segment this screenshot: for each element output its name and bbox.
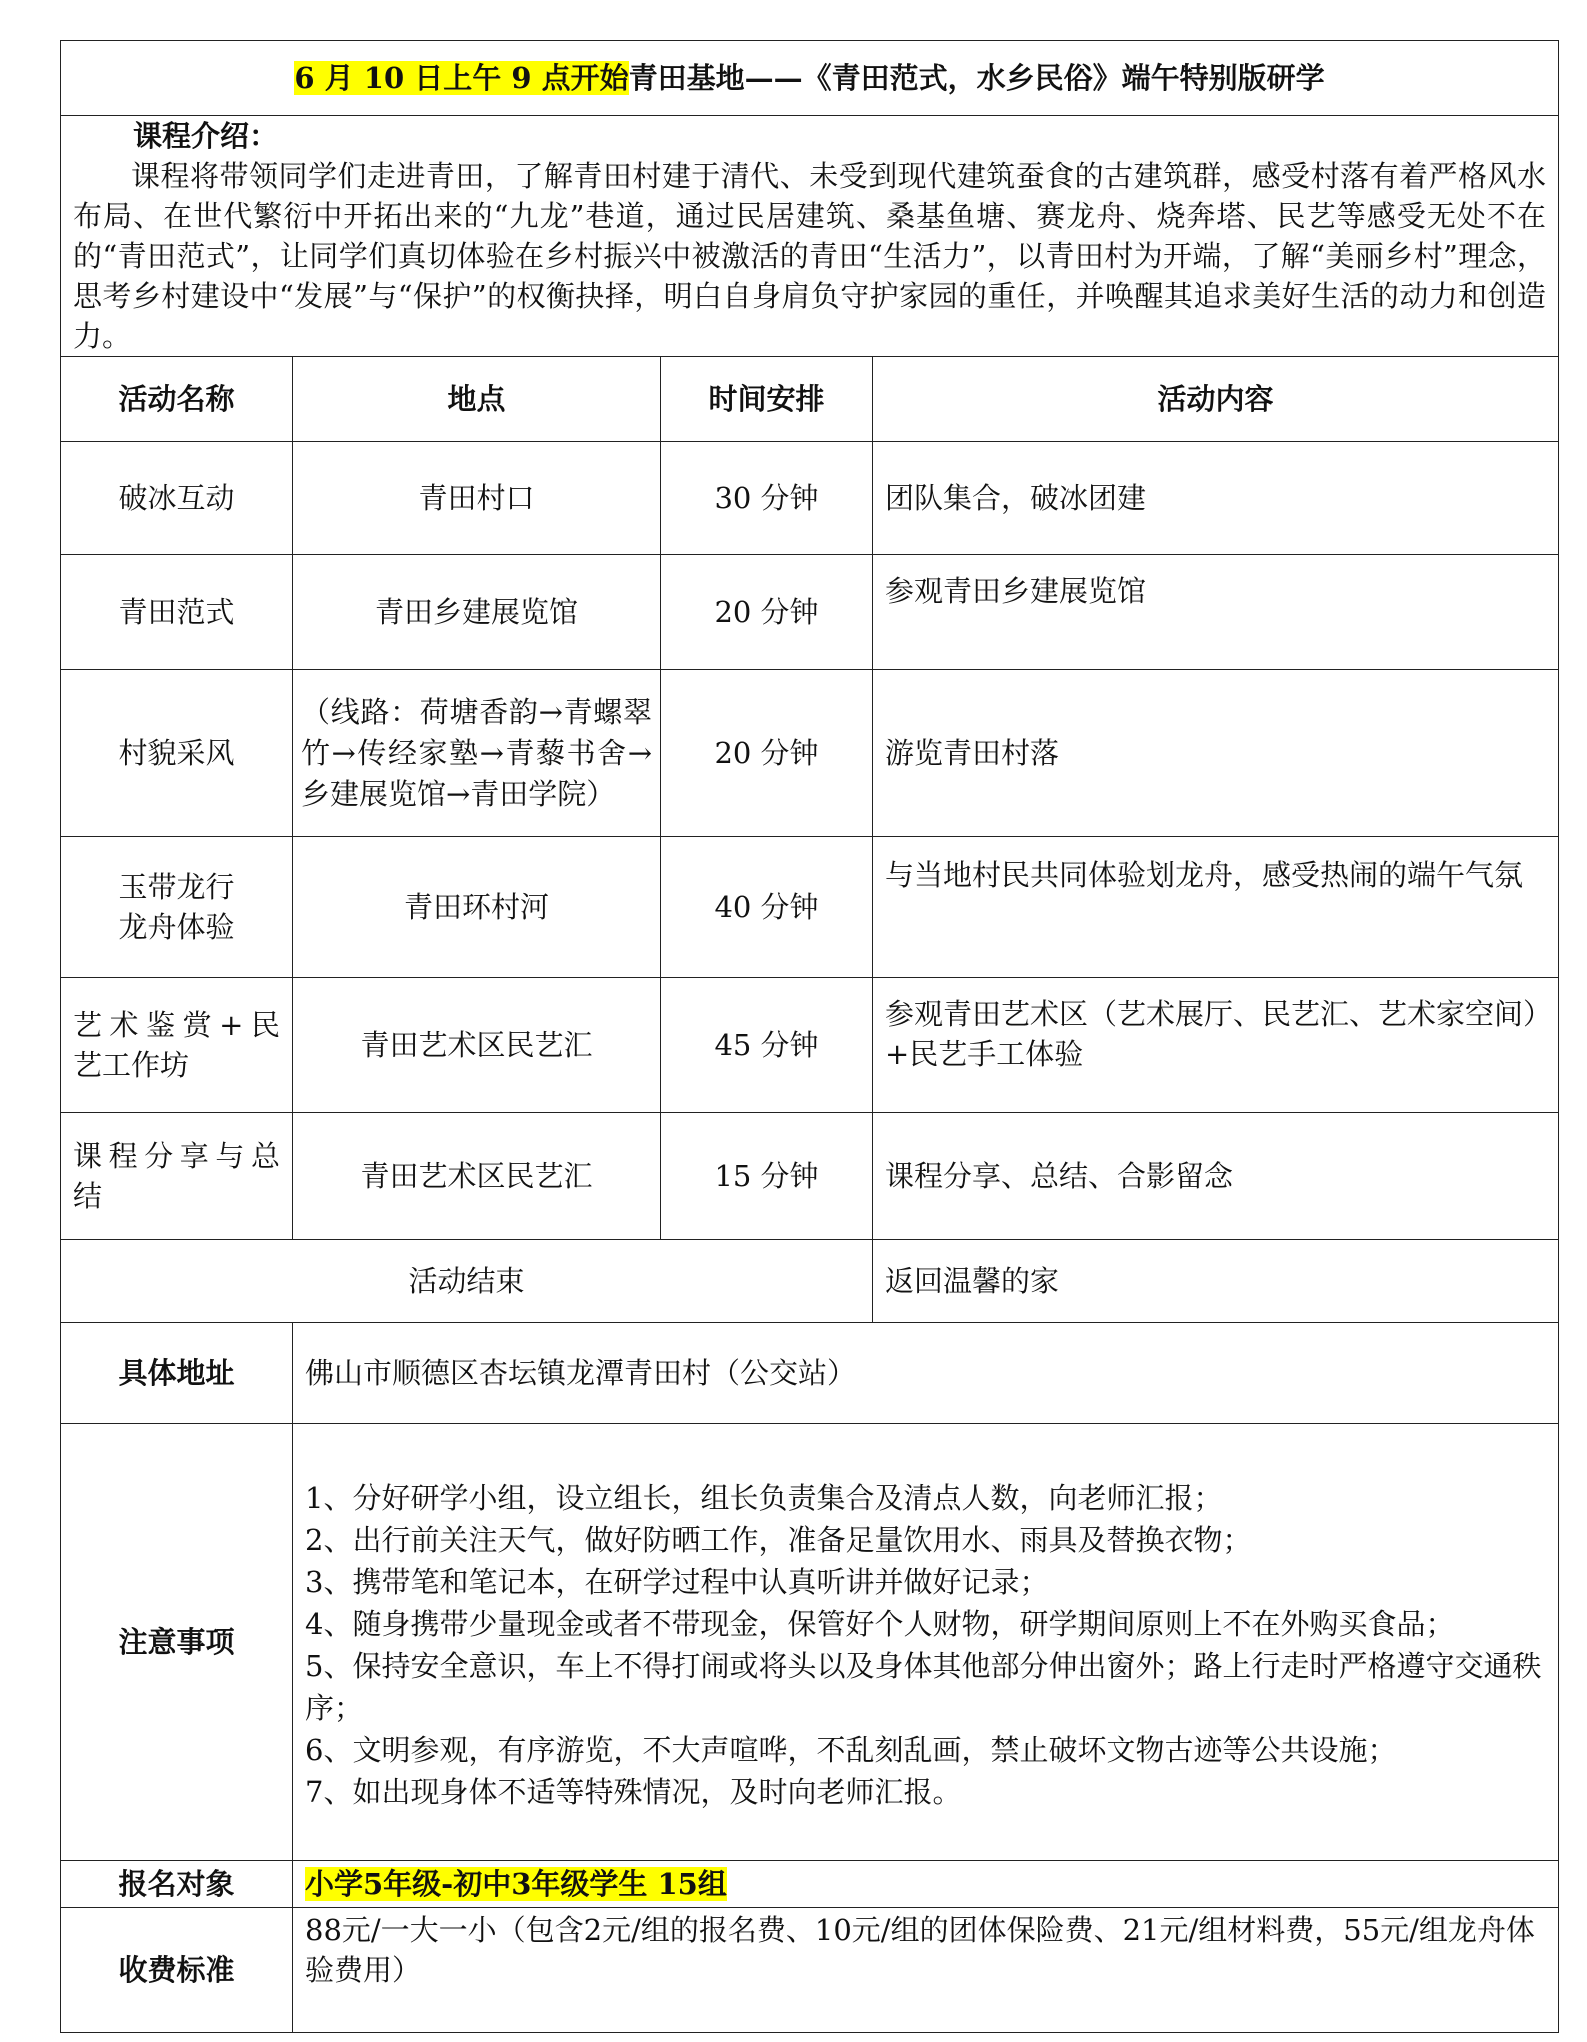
enroll-label: 报名对象 xyxy=(61,1861,293,1908)
activity-time: 15 分钟 xyxy=(661,1113,873,1240)
title-row xyxy=(61,41,1559,116)
activity-name xyxy=(61,1113,293,1240)
activity-name-line: 玉带龙行 xyxy=(118,870,235,904)
intro-row xyxy=(61,116,1559,357)
title-text: 青田基地——《青田范式，水乡民俗》端午特别版研学 xyxy=(628,61,1325,95)
column-header-activity: 活动名称 xyxy=(61,357,293,442)
column-header-place: 地点 xyxy=(293,357,661,442)
activity-name: 村貌采风 xyxy=(61,670,293,837)
end-label: 活动结束 xyxy=(61,1240,873,1323)
activity-place: 青田艺术区民艺汇 xyxy=(293,978,661,1113)
activity-place: 青田村口 xyxy=(293,442,661,555)
notes-row xyxy=(61,1424,1559,1861)
fee-label: 收费标准 xyxy=(61,1908,293,2033)
table-row xyxy=(61,442,1559,555)
enroll-value-cell xyxy=(293,1861,1559,1908)
table-row xyxy=(61,1113,1559,1240)
table-row xyxy=(61,555,1559,670)
activity-place-route: （线路：荷塘香韵→青螺翠竹→传经家塾→青藜书舍→乡建展览馆→青田学院） xyxy=(293,670,661,837)
table-row xyxy=(61,837,1559,978)
address-value: 佛山市顺德区杏坛镇龙潭青田村（公交站） xyxy=(293,1323,1559,1424)
activity-time: 20 分钟 xyxy=(661,555,873,670)
schedule-table xyxy=(60,40,1559,2033)
activity-content: 游览青田村落 xyxy=(873,670,1559,837)
activity-name xyxy=(61,978,293,1113)
activity-time: 40 分钟 xyxy=(661,837,873,978)
activity-content: 参观青田艺术区（艺术展厅、民艺汇、艺术家空间）+民艺手工体验 xyxy=(873,978,1559,1113)
column-header-content: 活动内容 xyxy=(873,357,1559,442)
column-header-time: 时间安排 xyxy=(661,357,873,442)
intro-heading: 课程介绍： xyxy=(133,119,279,153)
activity-name-line: 艺术鉴赏+民 xyxy=(73,1008,280,1042)
table-row xyxy=(61,670,1559,837)
intro-body: 课程将带领同学们走进青田，了解青田村建于清代、未受到现代建筑蚕食的古建筑群，感受村落有着严格风水布局、在世代繁衍中开拓出来的“九龙”巷道，通过民居建筑、桑基鱼塘、赛龙舟、烧奔塔、民艺等感受无处不在的“青田范式”，让同学们真切体验在乡村振兴中被激活的青田“生活力”，以青田村为开端，了解“美丽乡村”理念，思考乡村建设中“发展”与“保护”的权衡抉择，明白自身肩负守护家园的重任，并唤醒其追求美好生活的动力和创造力。 xyxy=(73,159,1547,353)
enroll-value: 小学5年级-初中3年级学生 15组 xyxy=(305,1867,727,1901)
activity-name-line: 结 xyxy=(73,1179,103,1213)
activity-content: 团队集合，破冰团建 xyxy=(873,442,1559,555)
activity-time: 20 分钟 xyxy=(661,670,873,837)
address-label: 具体地址 xyxy=(61,1323,293,1424)
table-row xyxy=(61,978,1559,1113)
activity-name-line: 课程分享与总 xyxy=(73,1139,280,1173)
end-row xyxy=(61,1240,1559,1323)
activity-place: 青田艺术区民艺汇 xyxy=(293,1113,661,1240)
activity-name-line: 艺工作坊 xyxy=(73,1048,190,1082)
activity-content: 课程分享、总结、合影留念 xyxy=(873,1113,1559,1240)
table-header-row xyxy=(61,357,1559,442)
note-item: 6、文明参观，有序游览，不大声喧哗，不乱刻乱画，禁止破坏文物古迹等公共设施； xyxy=(305,1733,1397,1767)
fee-row xyxy=(61,1908,1559,2033)
address-row xyxy=(61,1323,1559,1424)
activity-name: 青田范式 xyxy=(61,555,293,670)
note-item: 7、如出现身体不适等特殊情况，及时向老师汇报。 xyxy=(305,1775,962,1809)
title-date-highlight: 6 月 10 日上午 9 点开始 xyxy=(294,61,629,95)
note-item: 5、保持安全意识，车上不得打闹或将头以及身体其他部分伸出窗外；路上行走时严格遵守交通秩序； xyxy=(305,1649,1542,1725)
course-intro xyxy=(61,116,1559,357)
activity-name xyxy=(61,837,293,978)
note-item: 3、携带笔和笔记本，在研学过程中认真听讲并做好记录； xyxy=(305,1565,1049,1599)
activity-time: 45 分钟 xyxy=(661,978,873,1113)
note-item: 4、随身携带少量现金或者不带现金，保管好个人财物，研学期间原则上不在外购买食品； xyxy=(305,1607,1455,1641)
activity-content: 与当地村民共同体验划龙舟，感受热闹的端午气氛 xyxy=(873,837,1559,978)
activity-content: 参观青田乡建展览馆 xyxy=(873,555,1559,670)
notes-label: 注意事项 xyxy=(61,1424,293,1861)
note-item: 2、出行前关注天气，做好防晒工作，准备足量饮用水、雨具及替换衣物； xyxy=(305,1523,1252,1557)
activity-place: 青田乡建展览馆 xyxy=(293,555,661,670)
activity-name: 破冰互动 xyxy=(61,442,293,555)
fee-value: 88元/一大一小（包含2元/组的报名费、10元/组的团体保险费、21元/组材料费，55元/组龙舟体验费用） xyxy=(293,1908,1559,2033)
activity-place: 青田环村河 xyxy=(293,837,661,978)
notes-list xyxy=(293,1424,1559,1861)
note-item: 1、分好研学小组，设立组长，组长负责集合及清点人数，向老师汇报； xyxy=(305,1481,1223,1515)
enroll-row xyxy=(61,1861,1559,1908)
activity-name-line: 龙舟体验 xyxy=(118,910,235,944)
activity-time: 30 分钟 xyxy=(661,442,873,555)
end-content: 返回温馨的家 xyxy=(873,1240,1559,1323)
page-title xyxy=(61,41,1559,116)
